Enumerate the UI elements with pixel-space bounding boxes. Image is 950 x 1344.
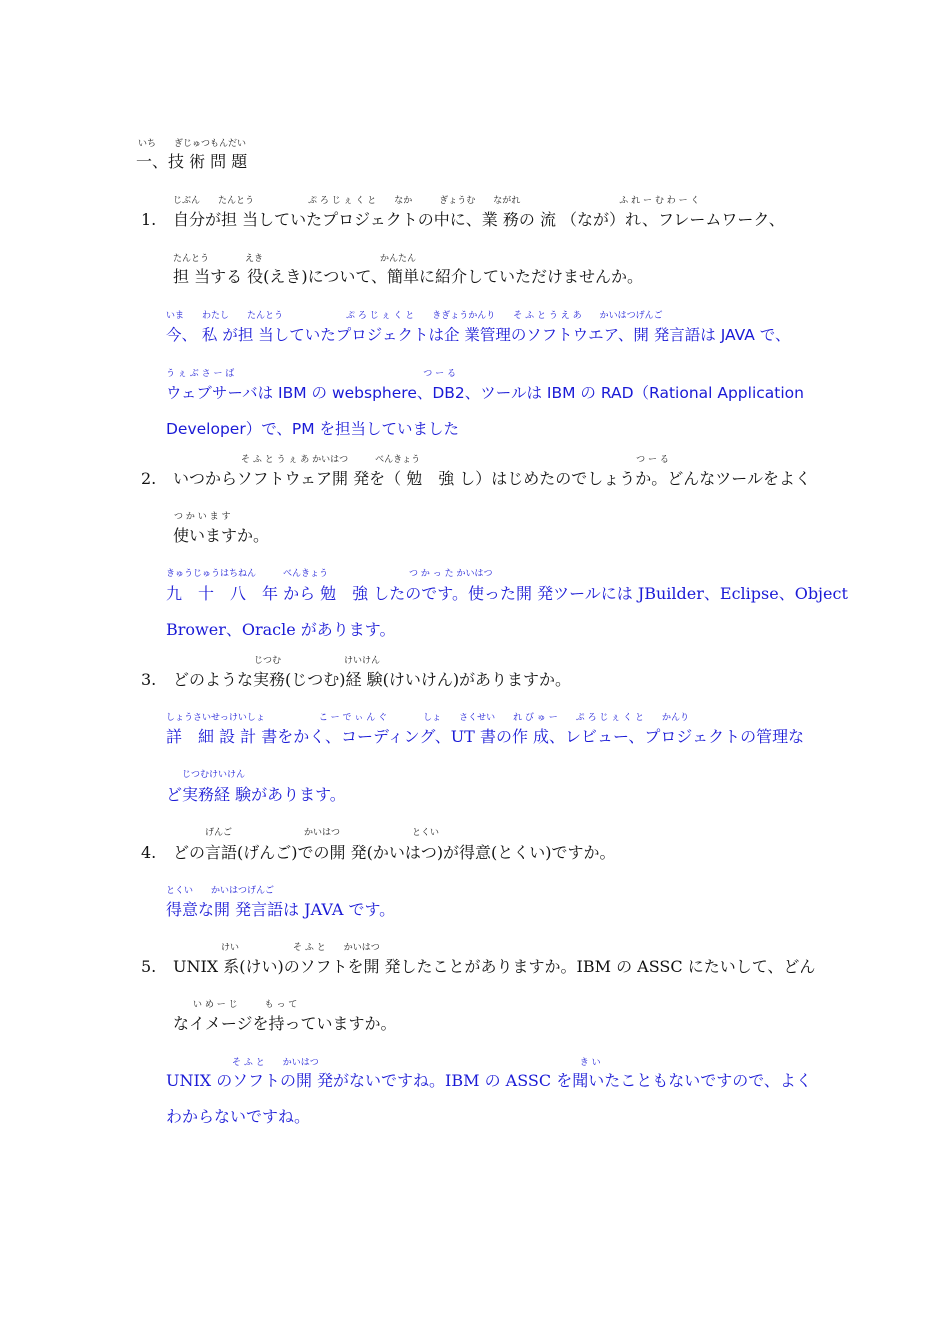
q4-number: 4. <box>141 843 157 862</box>
q2-line2-ruby: つ か い ま す <box>174 512 231 522</box>
q5-line2-ruby: い め ー じ も っ て <box>193 1000 298 1010</box>
a1-line2-ruby: う ぇ ぶ さ ー ば つ ー る <box>166 369 457 379</box>
q5-line1-ruby: けい そ ふ と かいはつ <box>221 943 380 953</box>
q5-number: 5. <box>141 957 157 976</box>
q5-line2: なイメージを持っていますか。 <box>173 1014 397 1033</box>
section-heading: 一、技 術 問 題 <box>136 152 248 171</box>
q1-line2-ruby: たんとう えき かんたん <box>173 254 417 264</box>
a5-line1: UNIX のソフトの開 発がないですね。IBM の ASSC を聞いたこともないですので、よく <box>166 1071 812 1090</box>
a1-line1: 今、 私 が担 当していたプロジェクトは企 業管理のソフトウエア、開 発言語は JAVA で、 <box>166 326 791 344</box>
a5-line2: わからないですね。 <box>166 1107 311 1126</box>
q1-number: 1. <box>141 210 157 229</box>
q2-line1-ruby: そ ふ と う ぇ あ かいはつ べんきょう つ ー る <box>241 455 669 465</box>
q3-line1: どのような実務(じつむ)経 験(けいけん)がありますか。 <box>173 670 572 689</box>
heading-ruby: いち ぎじゅつもんだい <box>138 139 247 149</box>
q3-number: 3. <box>141 670 157 689</box>
a3-line1-ruby: しょうさいせっけいしょ こ ー で ぃ ん ぐ しょ さくせい れ び ゅ ー ぷ ろ じ ぇ く と かんり <box>166 713 690 723</box>
q1-line2: 担 当する 役(えき)について、簡単に紹介していただけませんか。 <box>173 267 644 286</box>
a5-line1-ruby: そ ふ と かいはつ き い <box>232 1058 601 1068</box>
q1-line1-ruby: じぶん たんとう ぷ ろ じ ぇ く と なか ぎょうむ ながれ ふ れ ー む わ ー く <box>173 196 700 206</box>
a2-line1-ruby: きゅうじゅうはちねん べんきょう つ か っ た かいはつ <box>166 569 493 579</box>
a1-line1-ruby: いま わたし たんとう ぷ ろ じ ぇ く と きぎょうかんり そ ふ と う え あ かいはつげんご <box>166 311 663 321</box>
q1-line1: 自分が担 当していたプロジェクトの中に、業 務の 流 （なが）れ、フレームワーク、 <box>173 210 785 229</box>
a3-line2-ruby: じつむけいけん <box>182 770 246 780</box>
q2-number: 2. <box>141 469 157 488</box>
a4-line1-ruby: とくい かいはつげんご <box>166 886 275 896</box>
a2-line2: Brower、Oracle があります。 <box>166 620 396 639</box>
a3-line1: 詳 細 設 計 書をかく、コーディング、UT 書の作 成、レビュー、プロジェクトの管理な <box>166 727 805 746</box>
q5-line1: UNIX 系(けい)のソフトを開 発したことがありますか。IBM の ASSC にたいして、どん <box>173 957 816 976</box>
a4-line1: 得意な開 発言語は JAVA です。 <box>166 900 396 919</box>
a2-line1: 九 十 八 年 から 勉 強 したのです。使った開 発ツールには JBuilder、Eclipse、Object <box>166 584 848 603</box>
q4-line1: どの言語(げんご)での開 発(かいはつ)が得意(とくい)ですか。 <box>173 843 616 862</box>
a1-line2: ウェブサーバは IBM の websphere、DB2、ツールは IBM の RAD（Rational Application <box>166 384 804 402</box>
q2-line1: いつからソフトウェア開 発を（ 勉 強 し）はじめたのでしょうか。どんなツールをよく <box>173 469 811 488</box>
a1-line3: Developer）で、PM を担当していました <box>166 420 460 438</box>
q4-line1-ruby: げんご かいはつ とくい <box>205 828 440 838</box>
q3-line1-ruby: じつむ けいけん <box>254 656 381 666</box>
a3-line2: ど実務経 験があります。 <box>166 785 346 804</box>
q2-line2: 使いますか。 <box>173 526 270 545</box>
